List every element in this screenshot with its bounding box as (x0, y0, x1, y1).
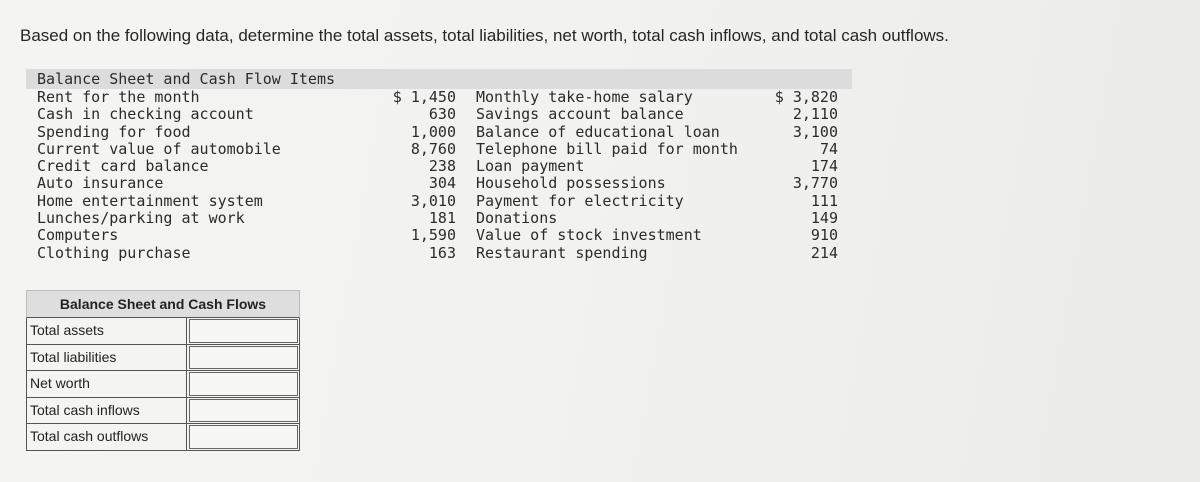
item-value: 149 (810, 209, 838, 228)
item-value: $ 3,820 (774, 88, 838, 106)
balance-sheet-items-table (26, 69, 852, 265)
item-label: Auto insurance (37, 174, 164, 193)
answer-label: Total cash inflows (27, 398, 187, 424)
item-value: 214 (810, 243, 838, 262)
item-value: 238 (428, 157, 456, 176)
item-value: 3,010 (410, 191, 456, 210)
answer-label: Total liabilities (27, 345, 187, 371)
answer-label: Total cash outflows (27, 424, 187, 450)
total-liabilities-input[interactable] (189, 346, 298, 370)
item-value: 304 (428, 174, 456, 193)
answer-table-title: Balance Sheet and Cash Flows (26, 290, 300, 318)
right-item-values (746, 89, 838, 262)
left-item-values (366, 89, 456, 262)
answer-row-total-cash-inflows (26, 398, 300, 425)
question-text: Based on the following data, determine the total assets, total liabilities, net worth, total cash inflows, and total cash outflows. (20, 26, 949, 45)
total-cash-outflows-input[interactable] (189, 425, 298, 449)
answer-label: Total assets (27, 318, 187, 344)
item-label: Household possessions (476, 174, 666, 193)
left-item-labels (37, 89, 281, 262)
item-label: Cash in checking account (37, 105, 254, 124)
item-label: Home entertainment system (37, 191, 263, 210)
item-label: Restaurant spending (476, 243, 648, 262)
item-value: 111 (810, 191, 838, 210)
item-label: Monthly take-home salary (476, 88, 693, 106)
item-label: Savings account balance (476, 105, 684, 124)
item-value: 2,110 (792, 105, 838, 124)
item-value: 174 (810, 157, 838, 176)
item-value: 181 (428, 209, 456, 228)
item-value: 1,590 (410, 226, 456, 245)
right-item-labels (476, 89, 738, 262)
answer-row-total-cash-outflows (26, 424, 300, 451)
item-label: Lunches/parking at work (37, 209, 245, 228)
answer-table (26, 290, 300, 451)
item-label: Computers (37, 226, 119, 245)
total-cash-inflows-input[interactable] (189, 399, 298, 423)
item-label: Telephone bill paid for month (476, 139, 738, 158)
item-label: Current value of automobile (37, 139, 281, 158)
item-value: 1,000 (410, 122, 456, 141)
items-table-header: Balance Sheet and Cash Flow Items (37, 70, 336, 88)
item-value: 3,770 (792, 174, 838, 193)
item-label: Clothing purchase (37, 243, 191, 262)
item-label: Donations (476, 209, 558, 228)
item-value: 910 (810, 226, 838, 245)
item-value: 630 (428, 105, 456, 124)
item-value: 163 (428, 243, 456, 262)
item-value: 8,760 (410, 139, 456, 158)
item-label: Credit card balance (37, 157, 209, 176)
net-worth-input[interactable] (189, 372, 298, 396)
item-value: 3,100 (792, 122, 838, 141)
item-label: Loan payment (476, 157, 585, 176)
item-label: Spending for food (37, 122, 191, 141)
answer-row-net-worth (26, 371, 300, 398)
total-assets-input[interactable] (189, 319, 298, 343)
answer-row-total-assets (26, 318, 300, 345)
answer-row-total-liabilities (26, 345, 300, 372)
item-value: $ 1,450 (392, 88, 456, 106)
answer-label: Net worth (27, 371, 187, 397)
item-label: Value of stock investment (476, 226, 702, 245)
item-value: 74 (819, 139, 838, 158)
item-label: Balance of educational loan (476, 122, 720, 141)
item-label: Payment for electricity (476, 191, 684, 210)
item-label: Rent for the month (37, 88, 200, 106)
